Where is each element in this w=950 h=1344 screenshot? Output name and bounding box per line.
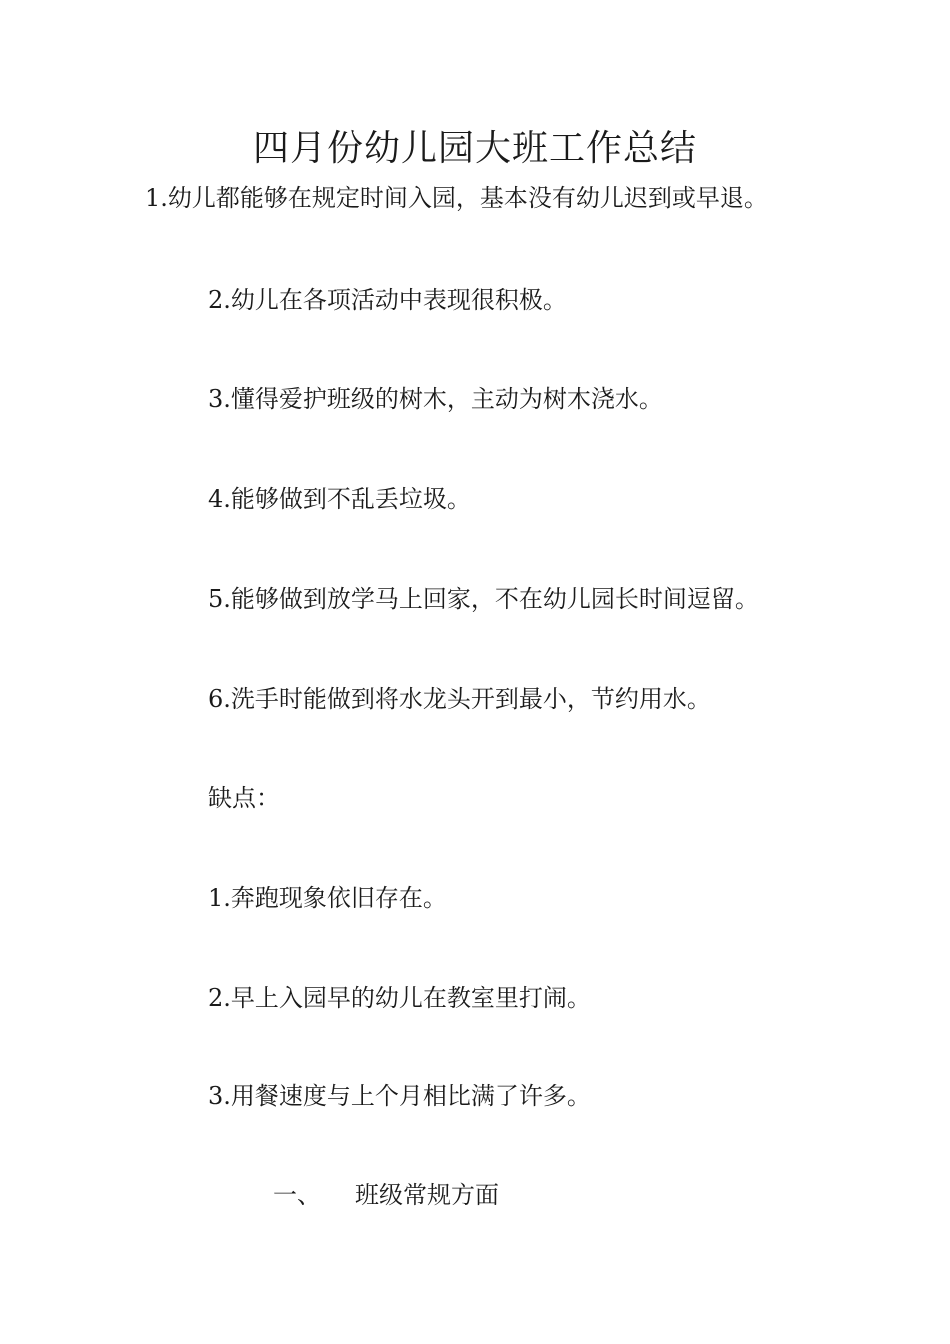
shortcomings-heading: 缺点： xyxy=(208,784,280,812)
document-title: 四月份幼儿园大班工作总结 xyxy=(252,128,697,169)
paragraph-line-5: 5.能够做到放学马上回家，不在幼儿园长时间逗留。 xyxy=(208,585,759,613)
shortcoming-line-3: 3.用餐速度与上个月相比满了许多。 xyxy=(208,1082,591,1110)
shortcoming-line-2: 2.早上入园早的幼儿在教室里打闹。 xyxy=(208,984,591,1012)
paragraph-line-3: 3.懂得爱护班级的树木，主动为树木浇水。 xyxy=(208,385,663,413)
shortcoming-line-1: 1.奔跑现象依旧存在。 xyxy=(208,884,447,912)
paragraph-line-1: 1.幼儿都能够在规定时间入园，基本没有幼儿迟到或早退。 xyxy=(145,184,768,212)
section-number: 一、 xyxy=(273,1181,321,1209)
paragraph-line-6: 6.洗手时能做到将水龙头开到最小，节约用水。 xyxy=(208,685,711,713)
section-heading xyxy=(273,1177,499,1213)
paragraph-line-2: 2.幼儿在各项活动中表现很积极。 xyxy=(208,286,567,314)
section-heading-text: 班级常规方面 xyxy=(355,1181,499,1209)
paragraph-line-4: 4.能够做到不乱丢垃圾。 xyxy=(208,485,471,513)
